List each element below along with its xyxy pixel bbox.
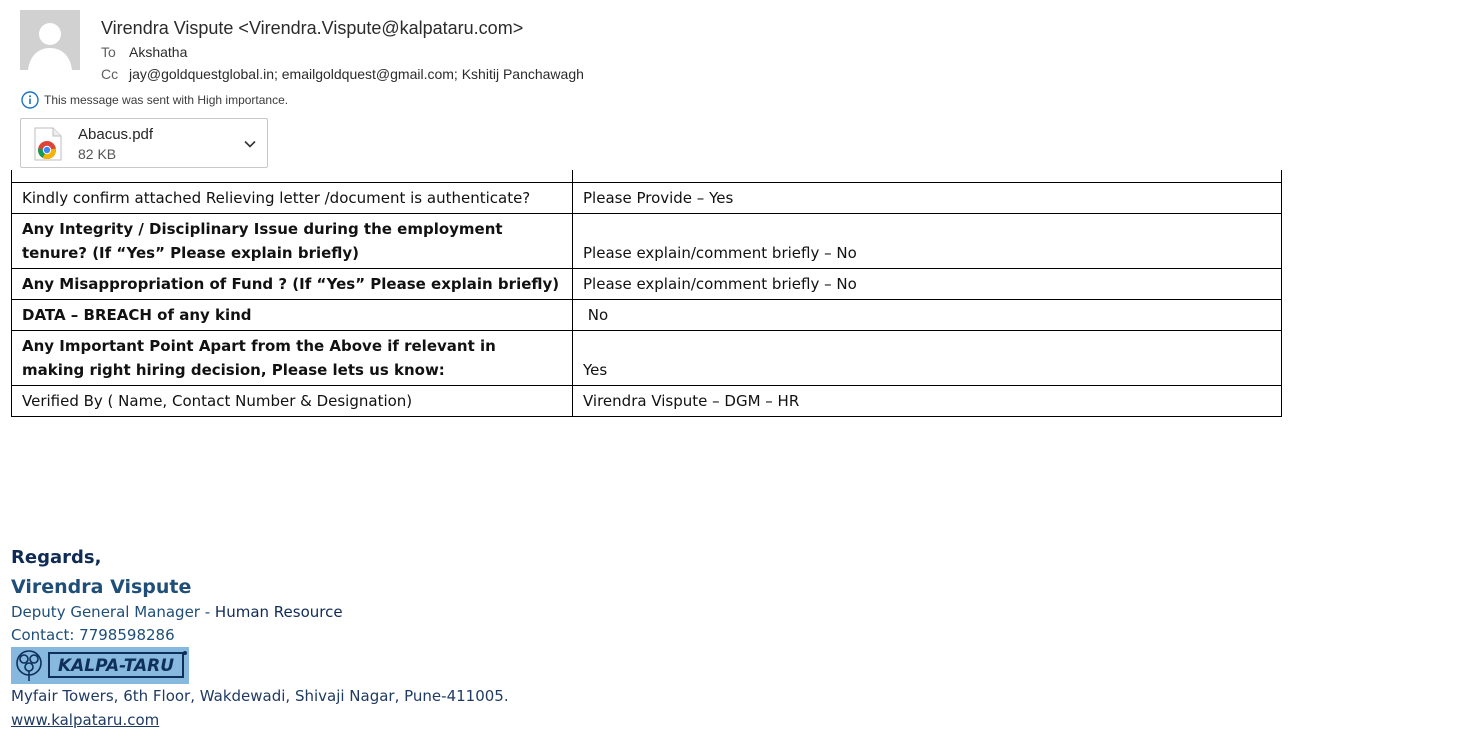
reference-check-table-wrap	[11, 170, 1282, 410]
signature-regards: Regards,	[11, 547, 102, 568]
kalpataru-logo-image	[11, 647, 189, 684]
signature-contact: Contact: 7798598286	[11, 626, 175, 644]
question-cell: Any Integrity / Disciplinary Issue during the employment tenure? (If “Yes” Please explain briefly)	[12, 214, 573, 269]
signature-address: Myfair Towers, 6th Floor, Wakdewadi, Shivaji Nagar, Pune-411005.	[11, 687, 509, 705]
table-row	[12, 183, 1282, 214]
answer-cell: Please explain/comment briefly – No	[573, 269, 1282, 300]
importance-text: This message was sent with High importance.	[44, 93, 289, 107]
to-recipient[interactable]: Akshatha	[129, 44, 188, 60]
to-row	[101, 44, 187, 60]
table-row	[12, 214, 1282, 269]
signature-name: Virendra Vispute	[11, 576, 192, 598]
signature-title-part2: Human Resource	[214, 603, 343, 621]
logo-wordmark: KALPA-TARU	[57, 656, 175, 676]
cc-recipients[interactable]: jay@goldquestglobal.in; emailgoldquest@gmail.com; Kshitij Panchawagh	[129, 66, 584, 82]
sender-name[interactable]: Virendra Vispute <Virendra.Vispute@kalpataru.com>	[101, 18, 524, 38]
attachment-card[interactable]	[20, 118, 268, 168]
answer-cell: Virendra Vispute – DGM – HR	[573, 386, 1282, 417]
question-cell: Verified By ( Name, Contact Number & Designation)	[12, 386, 573, 417]
question-cell: DATA – BREACH of any kind	[12, 300, 573, 331]
table-row	[12, 331, 1282, 386]
answer-cell: Please explain/comment briefly – No	[573, 214, 1282, 269]
cc-label: Cc	[101, 66, 119, 82]
signature-title	[11, 603, 343, 621]
answer-cell: Yes	[573, 331, 1282, 386]
table-row	[12, 269, 1282, 300]
question-cell: Any Important Point Apart from the Above if relevant in making right hiring decision, Please lets us know:	[12, 331, 573, 386]
answer-cell: No	[573, 300, 1282, 331]
attachment-name: Abacus.pdf	[78, 126, 154, 143]
info-icon	[21, 91, 39, 109]
importance-notice	[21, 91, 288, 109]
signature-website-link[interactable]: www.kalpataru.com	[11, 711, 160, 729]
sender-avatar	[20, 10, 80, 70]
to-label: To	[101, 44, 116, 60]
attachment-size: 82 KB	[78, 146, 117, 162]
signature-title-part1: Deputy General Manager -	[11, 603, 215, 621]
chrome-pdf-icon	[33, 127, 63, 161]
person-silhouette-icon	[20, 10, 80, 70]
answer-cell: Please Provide – Yes	[573, 183, 1282, 214]
reference-check-table	[11, 182, 1282, 417]
chevron-down-icon[interactable]	[243, 137, 257, 151]
table-row	[12, 386, 1282, 417]
kalpataru-logo	[11, 647, 189, 684]
table-row	[12, 300, 1282, 331]
question-cell: Any Misappropriation of Fund ? (If “Yes” Please explain briefly)	[12, 269, 573, 300]
question-cell: Kindly confirm attached Relieving letter /document is authenticate?	[12, 183, 573, 214]
cc-row	[101, 66, 584, 82]
